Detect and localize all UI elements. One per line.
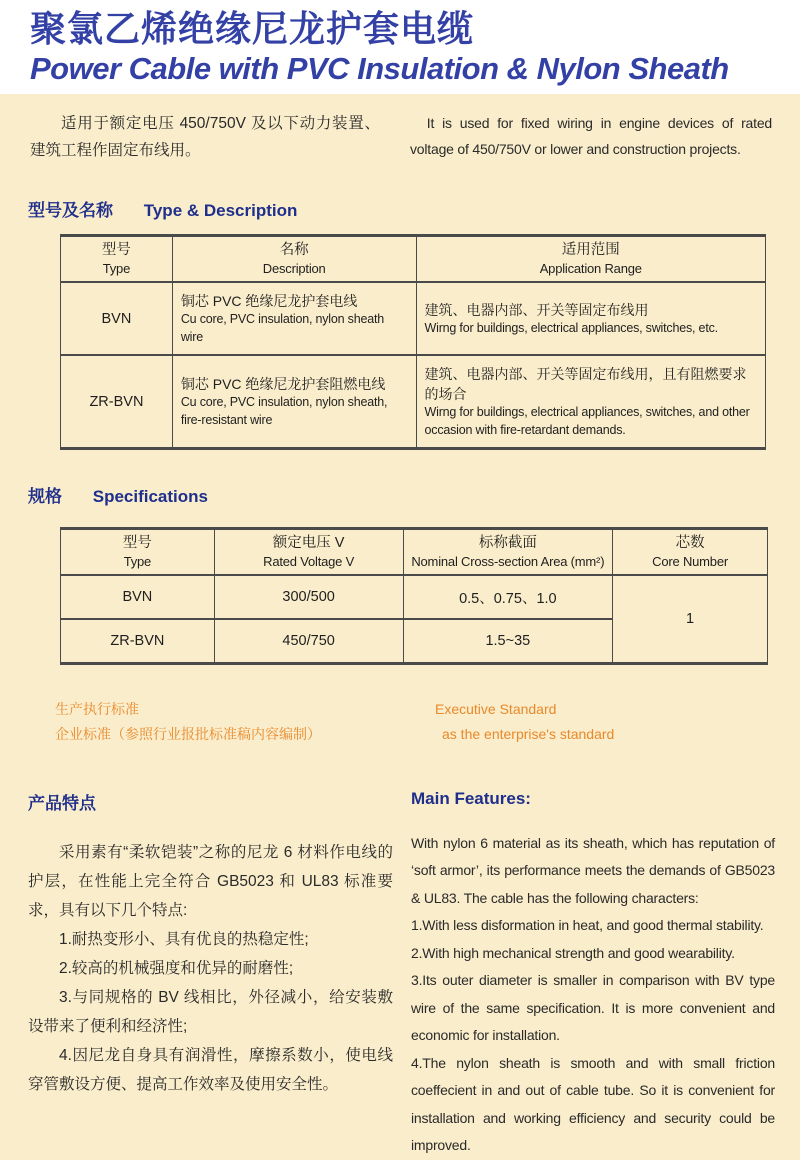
- page-title-cn: 聚氯乙烯绝缘尼龙护套电缆: [30, 8, 475, 49]
- standards-en-line1: Executive Standard: [435, 700, 557, 717]
- spec-voltage-cell: 300/500: [214, 575, 403, 619]
- spec-voltage-cell: 450/750: [214, 619, 403, 663]
- features-cn-intro: 采用素有“柔软铠装”之称的尼龙 6 材料作电线的护层，在性能上完全符合 GB5023 和 UL83 标准要求，具有以下几个特点:: [28, 843, 393, 919]
- col-label-en: Application Range: [539, 261, 642, 276]
- application-range-cell: [416, 282, 765, 355]
- description-cn: 铜芯 PVC 绝缘尼龙护套阻燃电线: [180, 376, 386, 392]
- description-cn: 铜芯 PVC 绝缘尼龙护套电线: [180, 293, 358, 309]
- specifications-table: [60, 527, 768, 665]
- features-en-item: 2.With high mechanical strength and good wearability.: [411, 944, 735, 961]
- col-label-en: Rated Voltage V: [263, 554, 355, 569]
- standards-en-line2: as the enterprise's standard: [442, 725, 615, 742]
- type-heading-cn: 型号及名称: [28, 201, 113, 220]
- standards-cn-line2: 企业标准（参照行业报批标准稿内容编制）: [55, 725, 321, 742]
- col-label-en: Description: [262, 261, 326, 276]
- spec-heading-cn: 规格: [28, 487, 62, 506]
- col-label-cn: 型号: [101, 242, 131, 258]
- features-cn-item: 4.因尼龙自身具有润滑性，摩擦系数小，使电线穿管敷设方便、提高工作效率及使用安全性。: [28, 1046, 393, 1093]
- application-range-en: Wirng for buildings, electrical appliances, switches, etc.: [424, 320, 718, 335]
- spec-type-cell: BVN: [61, 575, 215, 619]
- page-title-en: Power Cable with PVC Insulation & Nylon Sheath: [30, 51, 729, 86]
- features-heading-en: Main Features:: [411, 788, 531, 808]
- standards-cn-line1: 生产执行标准: [55, 700, 139, 717]
- col-label-cn: 芯数: [675, 535, 705, 551]
- spec-col-rated-voltage: [214, 529, 403, 576]
- col-label-en: Type: [102, 261, 131, 276]
- features-section: [0, 814, 800, 1160]
- description-en: Cu core, PVC insulation, nylon sheath, fire-resistant wire: [180, 395, 388, 427]
- col-label-cn: 型号: [122, 535, 152, 551]
- standards-section: [55, 697, 800, 747]
- features-en-item: 1.With less disformation in heat, and good thermal stability.: [411, 917, 764, 933]
- application-range-cell: [416, 355, 765, 449]
- features-cn-column: [28, 838, 393, 1160]
- features-cn-item: 2.较高的机械强度和优异的耐磨性;: [59, 959, 294, 977]
- intro-section: [0, 94, 800, 164]
- spec-area-cell: 0.5、0.75、1.0: [403, 575, 613, 619]
- type-description-table: [60, 234, 766, 450]
- spec-heading-en: Specifications: [92, 487, 208, 506]
- col-label-cn: 额定电压 V: [272, 535, 345, 551]
- features-en-item: 4.The nylon sheath is smooth and with small friction coeffecient in and out of cable tube. So it is convenient for installation and working efficiency and security could be improved.: [411, 1054, 775, 1153]
- spec-row-bvn: [61, 575, 768, 619]
- intro-text-en: It is used for fixed wiring in engine devices of rated voltage of 450/750V or lower and construction projects.: [410, 115, 772, 157]
- type-table-col-description: [172, 236, 416, 283]
- description-cell: [172, 355, 416, 449]
- col-label-cn: 标称截面: [478, 535, 537, 551]
- features-heading-cn: 产品特点: [28, 793, 96, 813]
- standards-en: [435, 697, 614, 747]
- description-cell: [172, 282, 416, 355]
- type-section-heading: [28, 196, 800, 221]
- features-en-item: 3.Its outer diameter is smaller in comparison with BV type wire of the same specification. It is more convenient and economic for installation.: [411, 972, 775, 1043]
- type-table-col-type: [61, 236, 173, 283]
- col-label-en: Core Number: [652, 554, 728, 569]
- spec-col-core-number: [613, 529, 768, 576]
- features-cn-item: 1.耐热变形小、具有优良的热稳定性;: [59, 930, 309, 948]
- intro-text-cn: 适用于额定电压 450/750V 及以下动力装置、建筑工程作固定布线用。: [30, 115, 380, 159]
- spec-table-header-row: [61, 529, 768, 576]
- spec-core-number-cell: 1: [613, 575, 768, 663]
- spec-area-cell: 1.5~35: [403, 619, 613, 663]
- standards-cn: [55, 697, 435, 747]
- type-cell: ZR-BVN: [61, 355, 173, 449]
- table-row-bvn: [61, 282, 766, 355]
- col-label-cn: 适用范围: [561, 242, 620, 258]
- features-en-column: [411, 830, 775, 1160]
- application-range-cn: 建筑、电器内部、开关等固定布线用，且有阻燃要求的场合: [424, 366, 747, 402]
- type-table-col-application-range: [416, 236, 765, 283]
- type-table-header-row: [61, 236, 766, 283]
- type-heading-en: Type & Description: [143, 201, 298, 220]
- features-cn-item: 3.与同规格的 BV 线相比，外径减小，给安装敷设带来了便利和经济性;: [28, 988, 393, 1035]
- application-range-en: Wirng for buildings, electrical appliances, switches, and other occasion with fire-retardant demands.: [424, 405, 750, 437]
- features-en-intro: With nylon 6 material as its sheath, which has reputation of ‘soft armor’, its performance meets the demands of GB5023 & UL83. The cable has the following characters:: [411, 834, 775, 906]
- spec-type-cell: ZR-BVN: [61, 619, 215, 663]
- spec-col-cross-section: [403, 529, 613, 576]
- title-block: [0, 0, 800, 94]
- spec-col-type: [61, 529, 215, 576]
- col-label-en: Nominal Cross-section Area (mm²): [411, 554, 605, 569]
- spec-section-heading: [28, 482, 800, 507]
- table-row-zr-bvn: [61, 355, 766, 449]
- features-headings: [28, 789, 775, 814]
- col-label-cn: 名称: [279, 242, 309, 258]
- description-en: Cu core, PVC insulation, nylon sheath wire: [180, 312, 384, 344]
- type-cell: BVN: [61, 282, 173, 355]
- application-range-cn: 建筑、电器内部、开关等固定布线用: [424, 301, 649, 318]
- col-label-en: Type: [123, 554, 152, 569]
